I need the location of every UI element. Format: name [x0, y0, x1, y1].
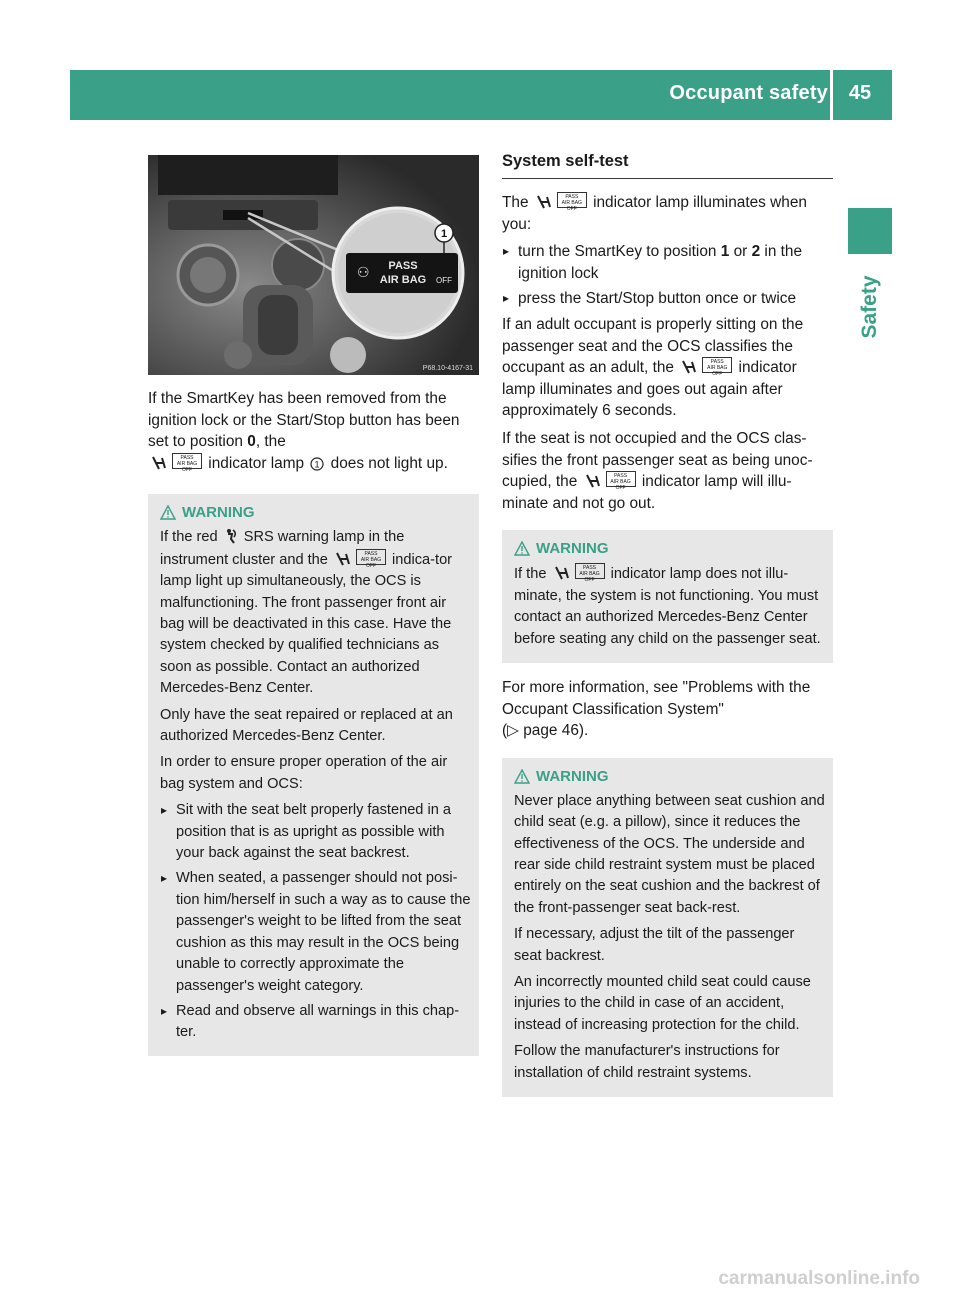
dashboard-photo	[148, 155, 479, 375]
srs-warning-lamp-icon	[224, 528, 238, 544]
warning-bullet-list	[160, 800, 471, 1043]
pass-airbag-off-lamp-icon: PASS AIR BAG OFF	[356, 549, 386, 565]
warning-box-child-seat	[502, 758, 833, 1097]
warning-paragraph-2: Only have the seat repaired or replaced at an authorized Mercedes-Benz Center.	[160, 706, 453, 745]
adult-occupant-paragraph: If an adult occupant is properly sitting on the passenger seat and the OCS classifies the occupant as an adult, the PASS AIR BAG OFF indicator lamp illuminates and goes out again after approximately 6 seconds.	[502, 315, 804, 420]
warning-triangle-icon	[514, 541, 530, 556]
self-test-intro: The PASS AIR BAG OFF indicator lamp illuminates when you:	[502, 194, 807, 233]
section-title: System self-test	[502, 152, 833, 179]
page-number: 45	[848, 82, 872, 104]
self-test-bullet-list	[502, 241, 833, 310]
pass-airbag-off-lamp-icon: PASS AIR BAG OFF	[575, 563, 605, 579]
passenger-seat-icon	[553, 565, 571, 581]
passenger-seat-icon	[680, 359, 698, 375]
photo-callout-number: 1	[440, 228, 448, 240]
photo-display-airbag: AIR BAG	[379, 274, 427, 286]
pass-airbag-off-lamp-icon: PASS AIR BAG OFF	[557, 192, 587, 208]
intro-paragraph: If the SmartKey has been removed from the ignition lock or the Start/Stop button has been set to position 0, the PASS AIR BAG OFF indicator lamp 1 does not light up.	[148, 390, 460, 473]
unoccupied-seat-paragraph: If the seat is not occupied and the OCS clas-sifies the front passenger seat as being unoc-cupied, the PASS AIR BAG OFF indicator lamp will illu-minate and not go out.	[502, 429, 813, 512]
callout-1-icon	[310, 457, 324, 471]
warning-triangle-icon	[160, 505, 176, 520]
warning-paragraph-2: If necessary, adjust the tilt of the passenger seat backrest.	[514, 926, 795, 964]
list-item: ▸ Sit with the seat belt properly fastened in a position that is as upright as possible with your back against the seat backrest.	[160, 800, 471, 864]
warning-box-ocs-malfunction	[148, 494, 479, 1055]
page-title: Occupant safety	[669, 82, 828, 104]
pass-airbag-off-lamp-icon: PASS AIR BAG OFF	[702, 357, 732, 373]
warning-title: WARNING	[514, 540, 825, 557]
list-item: ▸ Read and observe all warnings in this chap-ter.	[160, 1001, 471, 1044]
warning-paragraph-1: If the red SRS warning lamp in the instrument cluster and the PASS AIR BAG OFF indica-tor lamp light up simultaneously, the OCS is malfunctioning. The front passenger front air bag will be deactivated in this case. Have the system checked by qualified technicians as soon as possible. Contact an authorized Mercedes-Benz Center.	[160, 529, 453, 697]
page-reference-link[interactable]: (▷ page 46).	[502, 722, 589, 740]
list-item: ▸ turn the SmartKey to position 1 or 2 in the ignition lock	[502, 241, 833, 284]
list-item: ▸ When seated, a passenger should not posi-tion him/herself in such a way as to cause the passenger's weight to be lifted from the seat cushion as this may result in the OCS being unable to correctly approximate the passenger's weight category.	[160, 868, 471, 996]
warning-box-lamp-not-illuminating	[502, 530, 833, 663]
pass-airbag-off-lamp-icon: PASS AIR BAG OFF	[172, 453, 202, 469]
photo-display-seat-symbol: ⚇	[357, 265, 370, 281]
warning-paragraph-4: Follow the manufacturer's instructions for installation of child restraint systems.	[514, 1043, 780, 1081]
pass-airbag-off-lamp-icon: PASS AIR BAG OFF	[606, 471, 636, 487]
warning-paragraph-1: If the PASS AIR BAG OFF indicator lamp does not illu-minate, the system is not functioning. You must contact an authorized Mercedes-Benz Center before seating any child on the passenger seat.	[514, 565, 821, 647]
chapter-tab-label: Safety	[858, 275, 881, 339]
right-column	[502, 152, 833, 1097]
watermark: carmanualsonline.info	[718, 1268, 920, 1289]
list-item: ▸ press the Start/Stop button once or twice	[502, 288, 833, 310]
left-column	[148, 388, 479, 1056]
photo-display-off: OFF	[436, 276, 452, 285]
warning-title: WARNING	[160, 504, 471, 521]
warning-paragraph-3: An incorrectly mounted child seat could cause injuries to the child in case of an accident, instead of increasing protection for the child.	[514, 973, 811, 1033]
photo-code: P68.10-4167-31	[422, 365, 473, 372]
photo-display-pass: PASS	[388, 260, 418, 272]
passenger-seat-icon	[584, 473, 602, 489]
warning-title: WARNING	[514, 768, 825, 785]
more-info-paragraph: For more information, see "Problems with the Occupant Classification System" (▷ page 46).	[502, 678, 811, 740]
passenger-seat-icon	[334, 551, 352, 567]
header-divider	[830, 70, 833, 120]
passenger-seat-icon	[535, 194, 553, 210]
warning-paragraph-1: Never place anything between seat cushion and child seat (e.g. a pillow), since it reduces the effectiveness of the OCS. The underside and rear side child restraint system must be placed entirely on the seat cushion and the backrest of the front-passenger seat back-rest.	[514, 792, 825, 916]
warning-triangle-icon	[514, 769, 530, 784]
svg-text:1: 1	[314, 459, 320, 470]
passenger-seat-icon	[150, 455, 168, 471]
warning-paragraph-3: In order to ensure proper operation of the air bag system and OCS:	[160, 754, 448, 792]
chapter-tab-marker	[848, 208, 892, 254]
